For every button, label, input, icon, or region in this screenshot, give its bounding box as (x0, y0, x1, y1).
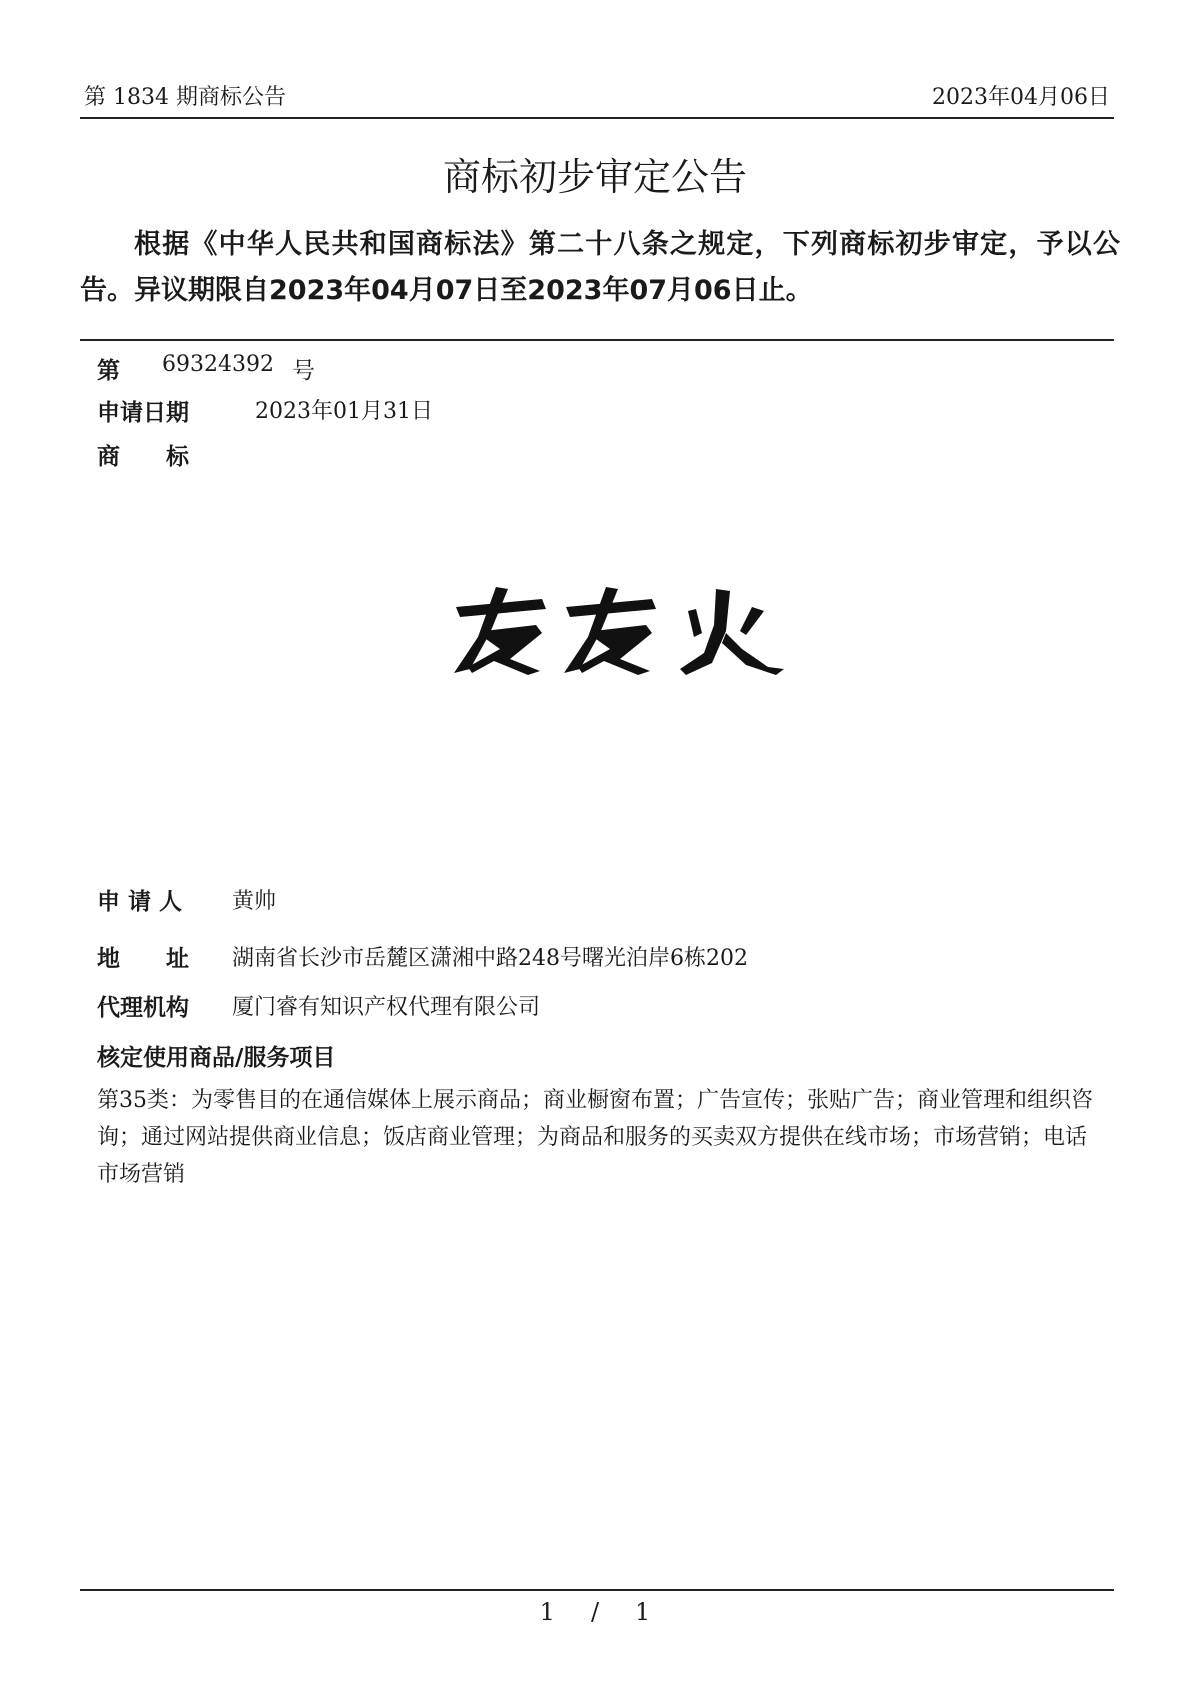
footer-divider (80, 1589, 1114, 1591)
agency-label: 代理机构 (97, 995, 189, 1021)
intro-paragraph: 根据《中华人民共和国商标法》第二十八条之规定，下列商标初步审定，予以公告。异议期限自2023年04月07日至2023年07月06日止。 (80, 229, 1120, 306)
goods-services-list: 第35类：为零售目的在通信媒体上展示商品；商业橱窗布置；广告宣传；张贴广告；商业管理和组织咨询；通过网站提供商业信息；饭店商业管理；为商品和服务的买卖双方提供在线市场；市场营销；电话市场营销 (97, 1088, 1093, 1187)
agency-name: 厦门睿有知识产权代理有限公司 (232, 995, 541, 1020)
applicant-name: 黄帅 (232, 889, 277, 914)
goods-services-label: 核定使用商品/服务项目 (97, 1045, 336, 1071)
applicant-label: 申 请 人 (97, 889, 183, 915)
filing-date-label: 申请日期 (97, 400, 189, 426)
publication-date: 2023年04月06日 (932, 85, 1110, 110)
header-divider (80, 117, 1114, 119)
page-total: 1 (635, 1598, 651, 1626)
page-number (0, 1598, 1190, 1626)
page-current: 1 (539, 1598, 555, 1626)
section-divider (80, 339, 1114, 341)
applicant-address: 湖南省长沙市岳麓区潇湘中路248号曙光泊岸6栋202 (232, 946, 748, 971)
issue-number: 第 1834 期商标公告 (84, 85, 286, 110)
application-number-prefix: 第 (97, 358, 120, 384)
trademark-image (450, 585, 790, 675)
page-separator: / (590, 1598, 600, 1626)
trademark-label: 商 标 (97, 444, 189, 470)
page-title: 商标初步审定公告 (442, 155, 747, 199)
application-number-suffix: 号 (292, 358, 315, 384)
application-number: 69324392 (162, 352, 274, 377)
filing-date: 2023年01月31日 (255, 399, 433, 424)
address-label: 地 址 (97, 946, 189, 972)
